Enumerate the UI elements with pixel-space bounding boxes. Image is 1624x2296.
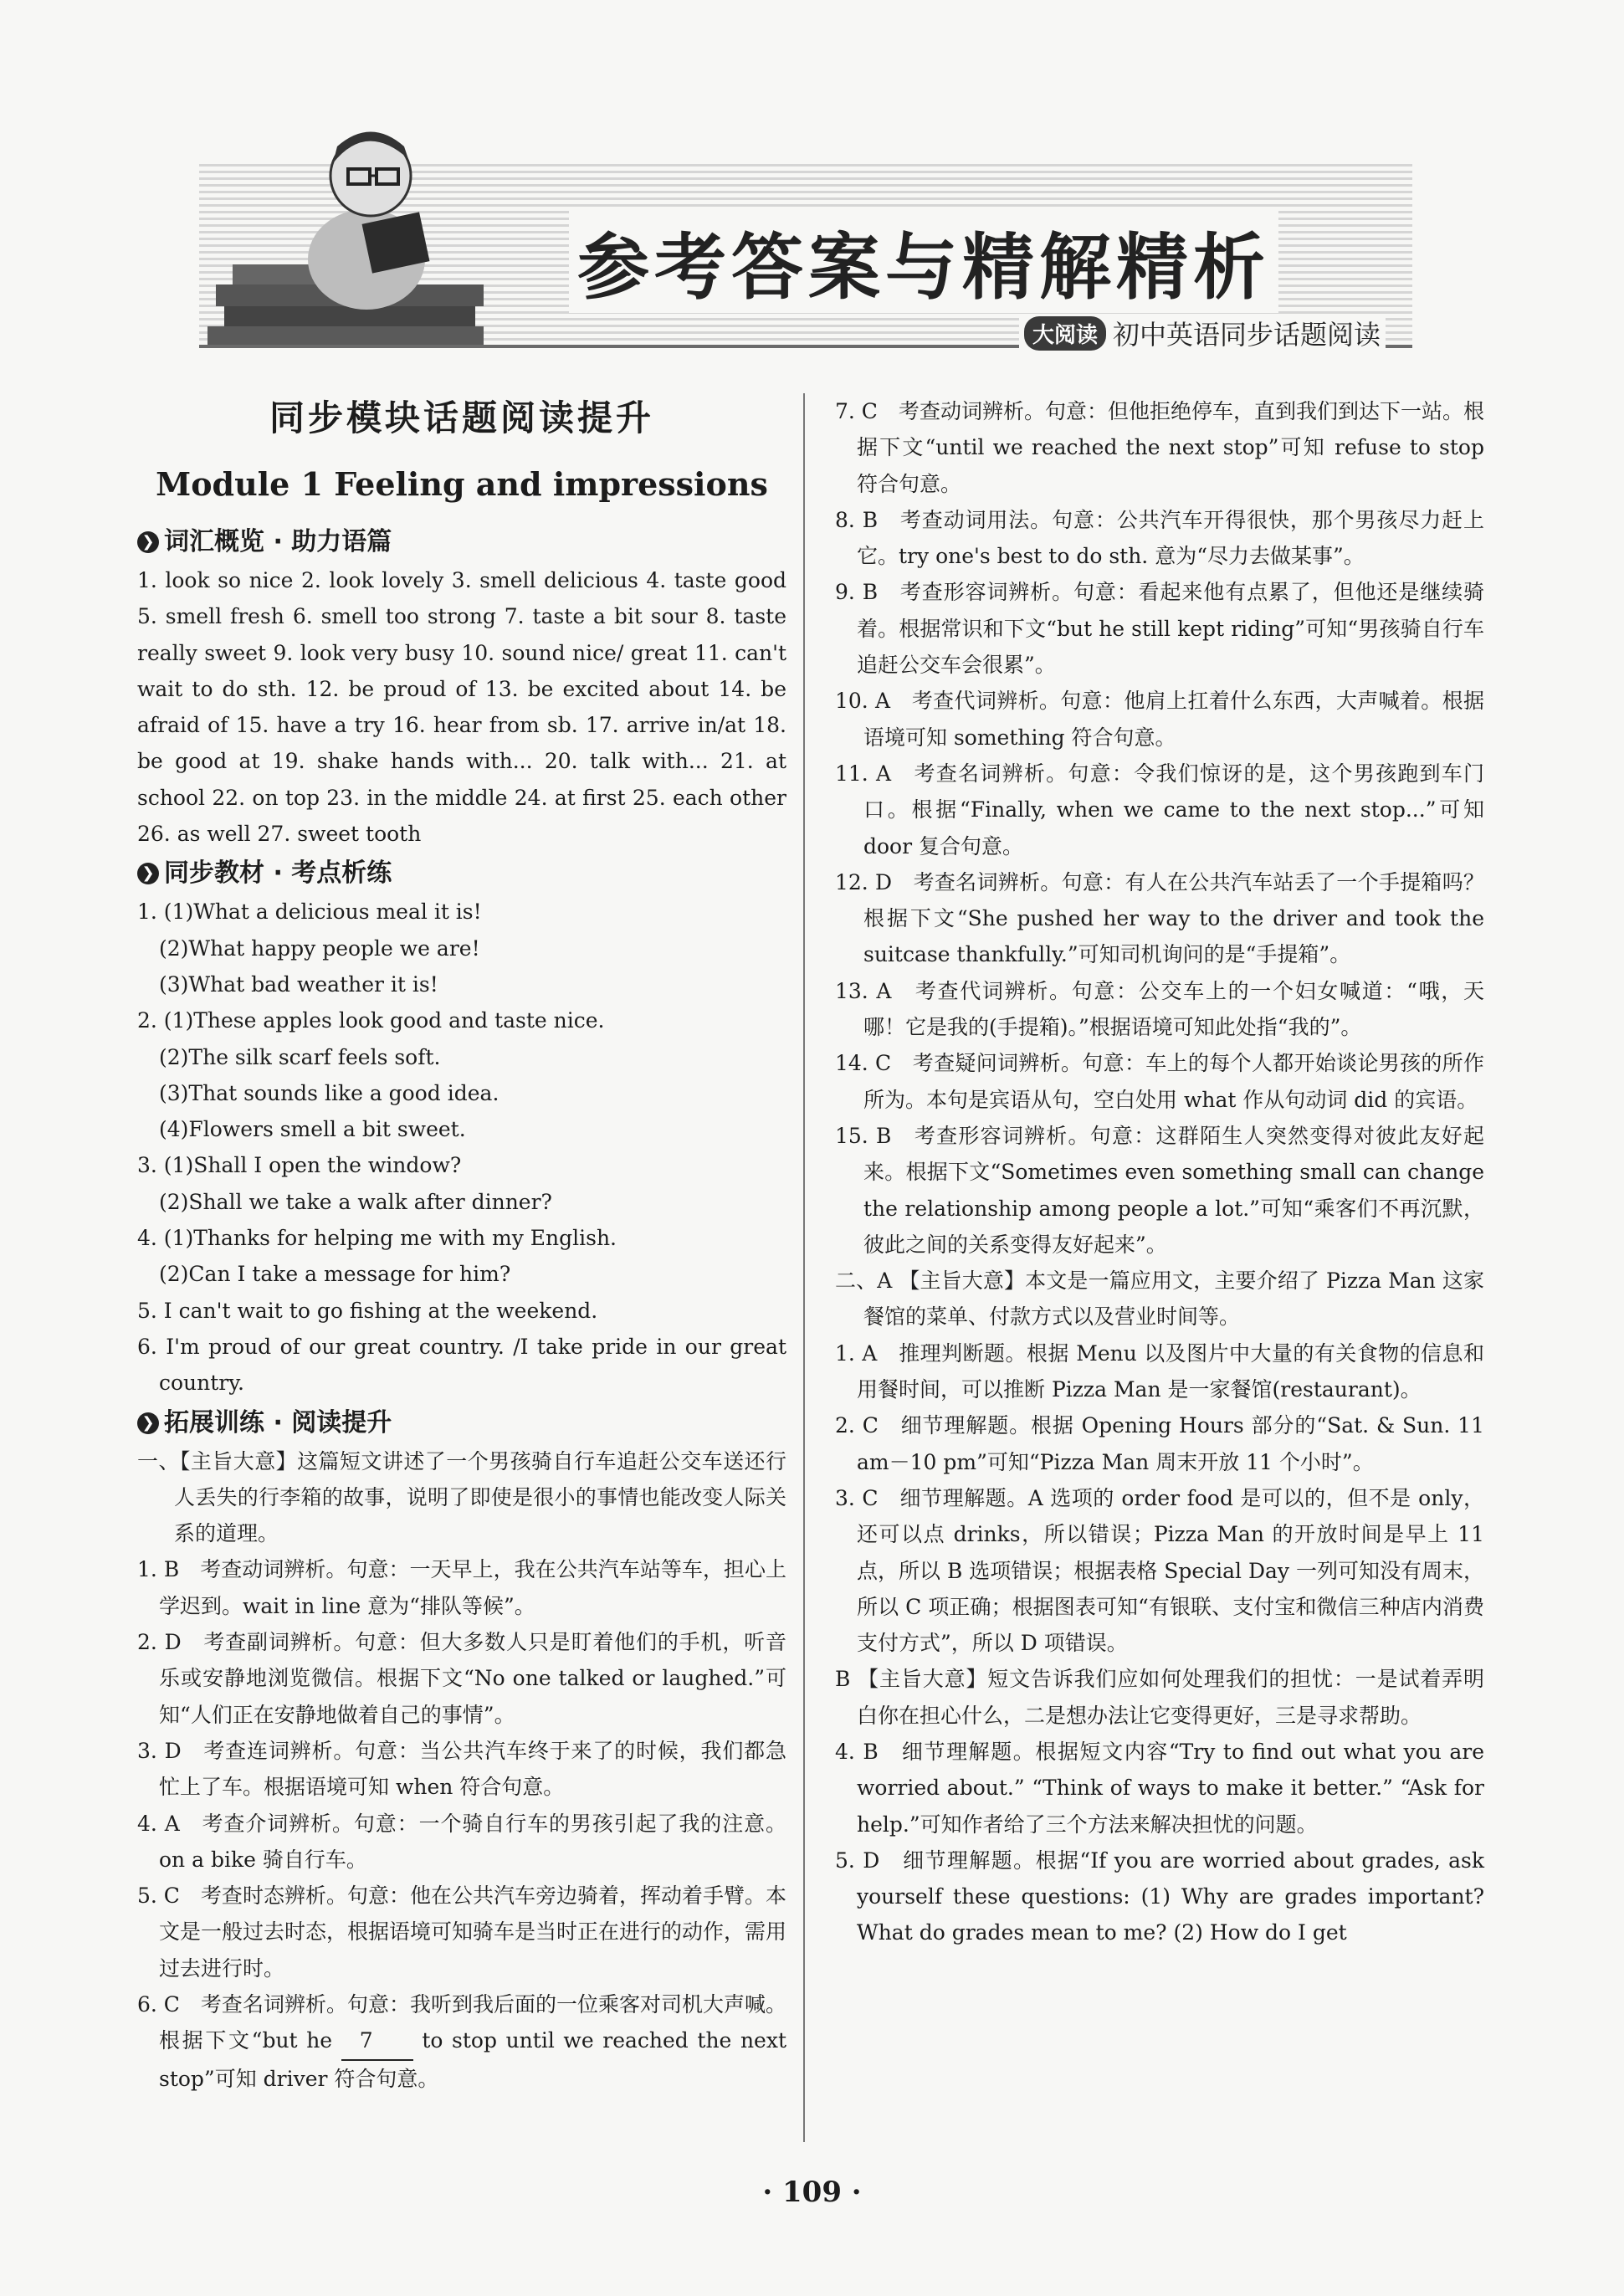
item6-text-pre: 6. C 考查名词辨析。句意：我听到我后面的一位乘客对司机大声喊。根据下文“but he: [137, 1991, 786, 2053]
list-item: (2)What happy people we are!: [159, 935, 480, 961]
vocab-heading: [137, 524, 786, 561]
list-item: (4)Flowers smell a bit sweet.: [159, 1117, 466, 1142]
list-item: (2)Can I take a message for him?: [159, 1262, 511, 1287]
part2a-intro: 二、A 【主旨大意】本文是一篇应用文，主要介绍了 Pizza Man 这家餐馆的菜单、付款方式以及营业时间等。: [835, 1268, 1484, 1330]
list-item: 2. D 考查副词辨析。句意：但大多数人只是盯着他们的手机，听音乐或安静地浏览微信。根据下文“No one talked or laughed.”可知“人们正在安静地做着自己的事情”。: [137, 1630, 786, 1727]
list-item: 13. A 考查代词辨析。句意：公交车上的一个妇女喊道：“哦，天哪！它是我的(手提箱)。”根据语境可知此处指“我的”。: [835, 978, 1484, 1040]
series-text: 初中英语同步话题阅读: [1113, 319, 1381, 351]
list-item: 9. B 考查形容词辨析。句意：看起来他有点累了，但他还是继续骑着。根据常识和下文“but he still kept riding”可知“男孩骑自行车追赶公交车会很累”。: [835, 580, 1484, 678]
textbook-heading-text: 同步教材 · 考点析练: [164, 858, 392, 889]
left-column: [137, 393, 786, 2097]
right-column: [835, 393, 1484, 1951]
list-item: 7. C 考查动词辨析。句意：但他拒绝停车，直到我们到达下一站。根据下文“until we reached the next stop”可知 refuse to stop 符合句意。: [835, 399, 1484, 496]
item6-text-post: to stop until we reached the next stop”可知 driver 符合句意。: [159, 2028, 786, 2091]
series-label: [1019, 316, 1386, 350]
list-item: 6. I'm proud of our great country. /I take pride in our great country.: [137, 1334, 786, 1396]
list-item: 5. I can't wait to go fishing at the weekend.: [137, 1298, 598, 1323]
part2b-intro: B 【主旨大意】短文告诉我们应如何处理我们的担忧：一是试着弄明白你在担心什么，二是想办法让它变得更好，三是寻求帮助。: [835, 1667, 1484, 1728]
list-item: 4. B 细节理解题。根据短文内容“Try to find out what you are worried about.” “Think of ways to make it better.” “Ask for help.”可知作者给了三个方法来解决担忧的问题。: [835, 1739, 1484, 1837]
arrow-circle-icon: ❯: [137, 863, 159, 884]
vocab-heading-text: 词汇概览 · 助力语篇: [164, 527, 392, 556]
list-item: (3)What bad weather it is!: [159, 971, 438, 997]
list-item: 4. (1)Thanks for helping me with my English.: [137, 1226, 617, 1251]
list-item: 11. A 考查名词辨析。句意：令我们惊讶的是，这个男孩跑到车门口。根据“Finally, when we came to the next stop...”可知 door 复合句意。: [835, 761, 1484, 858]
list-item: 5. D 细节理解题。根据“If you are worried about grades, ask yourself these questions: (1) Why are grades important? What do grades mean to me? (2) How do I get: [835, 1848, 1484, 1945]
list-item: 8. B 考查动词用法。句意：公共汽车开得很快，那个男孩尽力赶上它。try one's best to do sth. 意为“尽力去做某事”。: [835, 507, 1484, 569]
list-item: 2. (1)These apples look good and taste nice.: [137, 1008, 605, 1033]
page-title: 参考答案与精解精析: [569, 209, 1278, 313]
textbook-answers: [137, 894, 786, 1401]
list-item: 1. B 考查动词辨析。句意：一天早上，我在公共汽车站等车，担心上学迟到。wait in line 意为“排队等候”。: [137, 1557, 786, 1618]
arrow-circle-icon: ❯: [137, 531, 159, 553]
list-item: 2. C 细节理解题。根据 Opening Hours 部分的“Sat. & Sun. 11 am－10 pm”可知“Pizza Man 周末开放 11 个小时”。: [835, 1413, 1484, 1474]
list-item: 1. (1)What a delicious meal it is!: [137, 899, 482, 925]
blank-number: 7: [341, 2022, 413, 2060]
list-item: 1. A 推理判断题。根据 Menu 以及图片中大量的有关食物的信息和用餐时间，可以推断 Pizza Man 是一家餐馆(restaurant)。: [835, 1340, 1484, 1402]
extension-heading-text: 拓展训练 · 阅读提升: [164, 1407, 392, 1438]
list-item: 14. C 考查疑问词辨析。句意：车上的每个人都开始谈论男孩的所作所为。本句是宾语从句，空白处用 what 作从句动词 did 的宾语。: [835, 1051, 1484, 1112]
textbook-heading: [137, 855, 786, 892]
list-item: 15. B 考查形容词辨析。句意：这群陌生人突然变得对彼此友好起来。根据下文“Sometimes even something small can change the relationship among people a lot.”可知“乘客们不再沉默，彼此之间的关系变得友好起来”。: [835, 1123, 1484, 1257]
page-number: · 109 ·: [762, 2176, 862, 2209]
section-title: 同步模块话题阅读提升: [269, 397, 654, 438]
list-item: 3. (1)Shall I open the window?: [137, 1153, 462, 1178]
vocab-list: 1. look so nice 2. look lovely 3. smell delicious 4. taste good 5. smell fresh 6. smell too strong 7. taste a bit sour 8. taste really sweet 9. look very busy 10. sound nice/ great 11. can't wait to do sth. 12. be proud of 13. be excited about 14. be afraid of 15. have a try 16. hear from sb. 17. arrive in/at 18. be good at 19. shake hands with... 20. talk with... 21. at school 22. on top 23. in the middle 24. at first 25. each other 26. as well 27. sweet tooth: [137, 568, 786, 847]
arrow-circle-icon: ❯: [137, 1412, 159, 1434]
module-title: Module 1 Feeling and impressions: [156, 465, 768, 503]
list-item: 3. D 考查连词辨析。句意：当公共汽车终于来了的时候，我们都急忙上了车。根据语境可知 when 符合句意。: [137, 1738, 786, 1800]
list-item: 10. A 考查代词辨析。句意：他肩上扛着什么东西，大声喊着。根据语境可知 something 符合句意。: [835, 689, 1484, 750]
list-item: 12. D 考查名词辨析。句意：有人在公共汽车站丢了一个手提箱吗？根据下文“She pushed her way to the driver and took the suitcase thankfully.”可知司机询问的是“手提箱”。: [835, 869, 1484, 967]
series-badge: 大阅读: [1024, 316, 1106, 351]
reading-boy-illustration: [199, 117, 500, 351]
extension-heading: [137, 1405, 786, 1442]
column-divider: [803, 393, 805, 2142]
list-item-6: [137, 1986, 786, 2097]
list-item: (3)That sounds like a good idea.: [159, 1080, 499, 1105]
list-item: 4. A 考查介词辨析。句意：一个骑自行车的男孩引起了我的注意。on a bike 骑自行车。: [137, 1811, 786, 1872]
part1-intro: 一、【主旨大意】这篇短文讲述了一个男孩骑自行车追赶公交车送还行人丢失的行李箱的故事，说明了即使是很小的事情也能改变人际关系的道理。: [137, 1448, 786, 1546]
list-item: (2)Shall we take a walk after dinner?: [159, 1189, 552, 1214]
list-item: 5. C 考查时态辨析。句意：他在公共汽车旁边骑着，挥动着手臂。本文是一般过去时态，根据语境可知骑车是当时正在进行的动作，需用过去进行时。: [137, 1883, 787, 1981]
list-item: 3. C 细节理解题。A 选项的 order food 是可以的，但不是 only，还可以点 drinks，所以错误；Pizza Man 的开放时间是早上 11 点，所以 B 选项错误；根据表格 Special Day 一列可知没有周末，所以 C 项正确；根据图表可知“有银联、支付宝和微信三种店内消费支付方式”，所以 D 项错误。: [835, 1485, 1485, 1656]
list-item: (2)The silk scarf feels soft.: [159, 1044, 441, 1069]
